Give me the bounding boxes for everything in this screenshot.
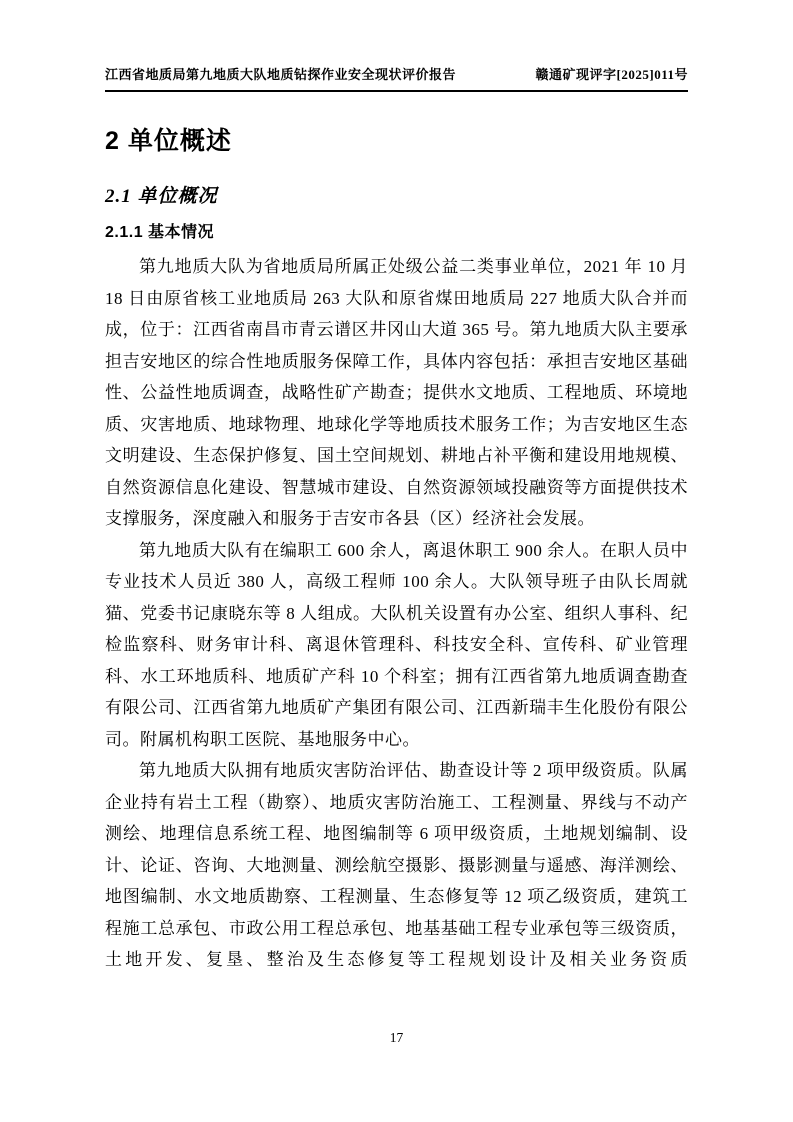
body-paragraph: 第九地质大队拥有地质灾害防治评估、勘查设计等 2 项甲级资质。队属企业持有岩土工程（勘察）、地质灾害防治施工、工程测量、界线与不动产测绘、地理信息系统工程、地图编制等 6 项甲级资质，土地规划编制、设计、论证、咨询、大地测量、测绘航空摄影、摄影测量与遥感、海洋测绘、地图编制、水文地质勘察、工程测量、生态修复等 12 项乙级资质，建筑工程施工总承包、市政公用工程总承包、地基基础工程专业承包等三级资质，土地开发、复垦、整治及生态修复等工程规划设计及相关业务资质 bbox=[105, 761, 688, 969]
section-heading: 2.1 单位概况 bbox=[105, 186, 218, 207]
document-content bbox=[105, 126, 688, 976]
header-report-title: 江西省地质局第九地质大队地质钻探作业安全现状评价报告 bbox=[105, 67, 457, 82]
page-footer bbox=[0, 1030, 793, 1046]
chapter-heading: 2 单位概述 bbox=[105, 127, 232, 155]
body-paragraph: 第九地质大队为省地质局所属正处级公益二类事业单位，2021 年 10 月 18 日由原省核工业地质局 263 大队和原省煤田地质局 227 地质大队合并而成，位于：江西省南昌市青云谱区井冈山大道 365 号。第九地质大队主要承担吉安地区的综合性地质服务保障工作，具体内容包括：承担吉安地区基础性、公益性地质调查，战略性矿产勘查；提供水文地质、工程地质、环境地质、灾害地质、地球物理、地球化学等地质技术服务工作；为吉安地区生态文明建设、生态保护修复、国土空间规划、耕地占补平衡和建设用地规模、自然资源信息化建设、智慧城市建设、自然资源领域投融资等方面提供技术支撑服务，深度融入和服务于吉安市各县（区）经济社会发展。 bbox=[105, 257, 688, 528]
page-number: 17 bbox=[389, 1030, 404, 1045]
page-header bbox=[105, 64, 688, 92]
subsection-heading: 2.1.1 基本情况 bbox=[105, 224, 215, 241]
body-paragraph: 第九地质大队有在编职工 600 余人，离退休职工 900 余人。在职人员中专业技术人员近 380 人，高级工程师 100 余人。大队领导班子由队长周就猫、党委书记康晓东等 8 人组成。大队机关设置有办公室、组织人事科、纪检监察科、财务审计科、离退休管理科、科技安全科、宣传科、矿业管理科、水工环地质科、地质矿产科 10 个科室；拥有江西省第九地质调查勘查有限公司、江西省第九地质矿产集团有限公司、江西新瑞丰生化股份有限公司。附属机构职工医院、基地服务中心。 bbox=[105, 540, 688, 749]
header-doc-number: 赣通矿现评字[2025]011号 bbox=[535, 67, 688, 82]
